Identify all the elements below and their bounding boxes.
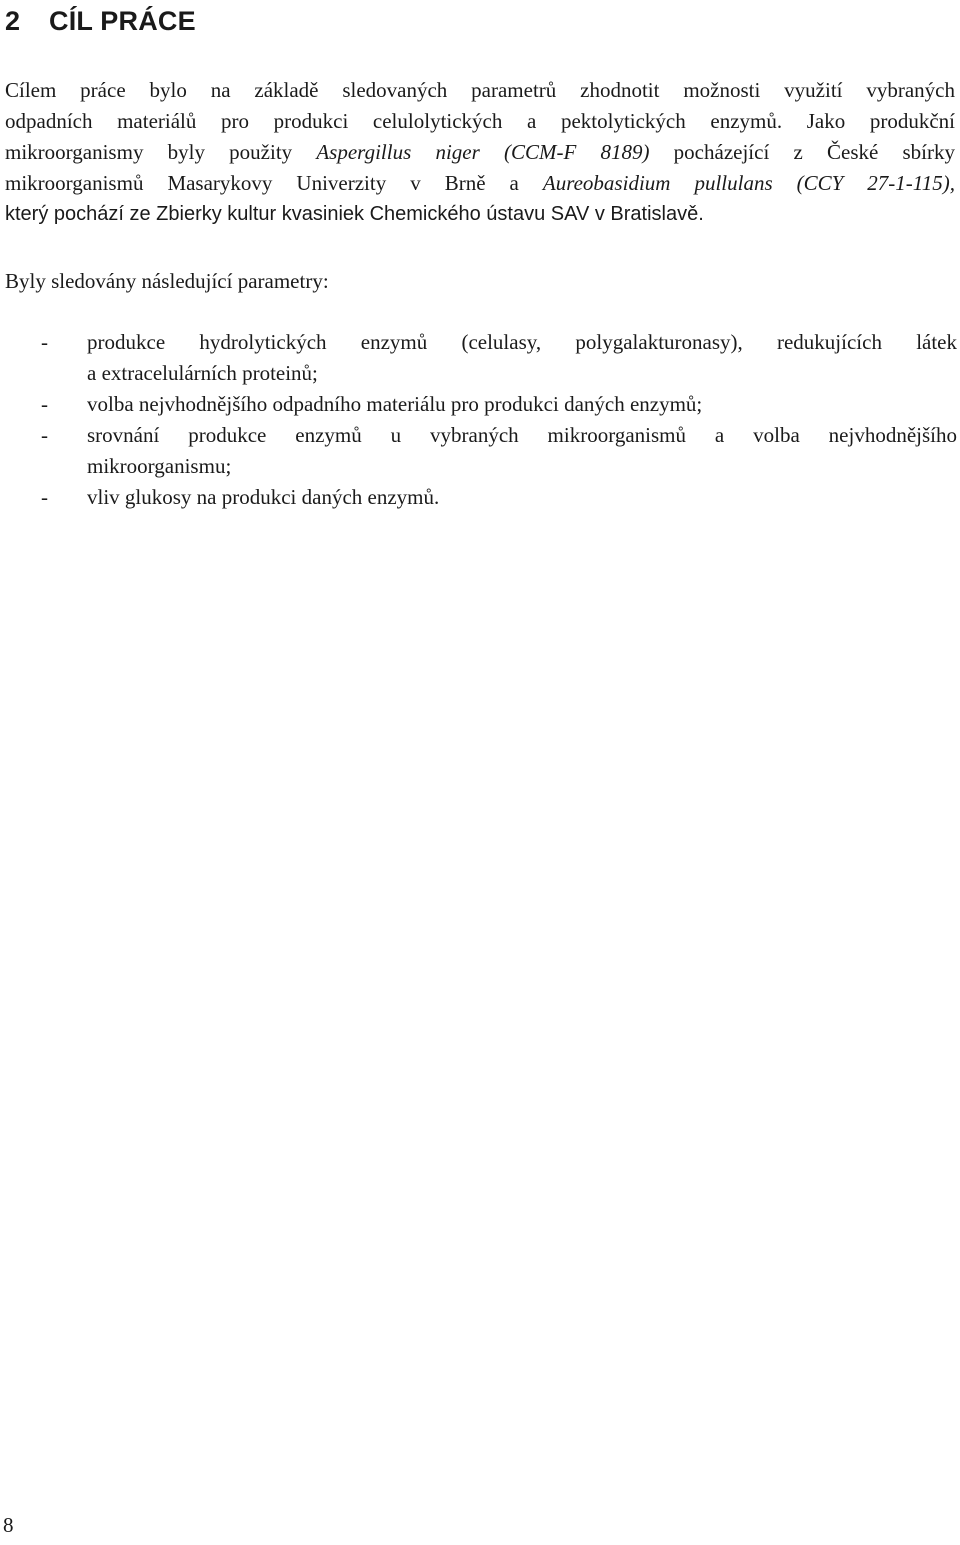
list-item-line: srovnání produkce enzymů u vybraných mikroorganismů a volba nejvhodnějšího [87,423,957,447]
dash-bullet: - [41,330,48,354]
section-heading [5,2,196,40]
paragraph-line: který pochází ze Zbierky kultur kvasiniek Chemického ústavu SAV v Bratislavě. [5,203,704,225]
paragraph-line: odpadních materiálů pro produkci celulolytických a pektolytických enzymů. Jako produkční [5,109,955,133]
organism-name-italic: Aspergillus niger (CCM-F 8189) [316,140,650,164]
paragraph-line [5,168,955,199]
line-text: pocházející z České sbírky [649,140,956,164]
list-item-line: mikroorganismu; [87,454,232,478]
parameters-list [5,327,957,513]
section-number: 2 [5,6,21,36]
dash-bullet: - [41,423,48,447]
list-item-line: volba nejvhodnějšího odpadního materiálu pro produkci daných enzymů; [87,392,703,416]
line-text: mikroorganismy byly použity [5,140,317,164]
dash-bullet: - [41,485,48,509]
list-item [5,327,957,389]
list-item-line: produkce hydrolytických enzymů (celulasy, polygalakturonasy), redukujících látek [87,330,957,354]
list-item [5,389,957,420]
intro-paragraph [5,75,955,230]
dash-bullet: - [41,392,48,416]
paragraph-line [5,137,955,168]
list-item-line: a extracelulárních proteinů; [87,361,318,385]
list-item [5,420,957,482]
list-item [5,482,957,513]
section-title: CÍL PRÁCE [49,6,196,36]
line-text: mikroorganismů Masarykovy Univerzity v Brně a [5,171,543,195]
parameters-intro: Byly sledovány následující parametry: [5,269,329,293]
page-number: 8 [3,1513,14,1537]
paragraph-line: Cílem práce bylo na základě sledovaných parametrů zhodnotit možnosti využití vybraných [5,78,955,102]
list-item-line: vliv glukosy na produkci daných enzymů. [87,485,440,509]
organism-name-italic: Aureobasidium pullulans (CCY 27-1-115), [542,171,955,195]
